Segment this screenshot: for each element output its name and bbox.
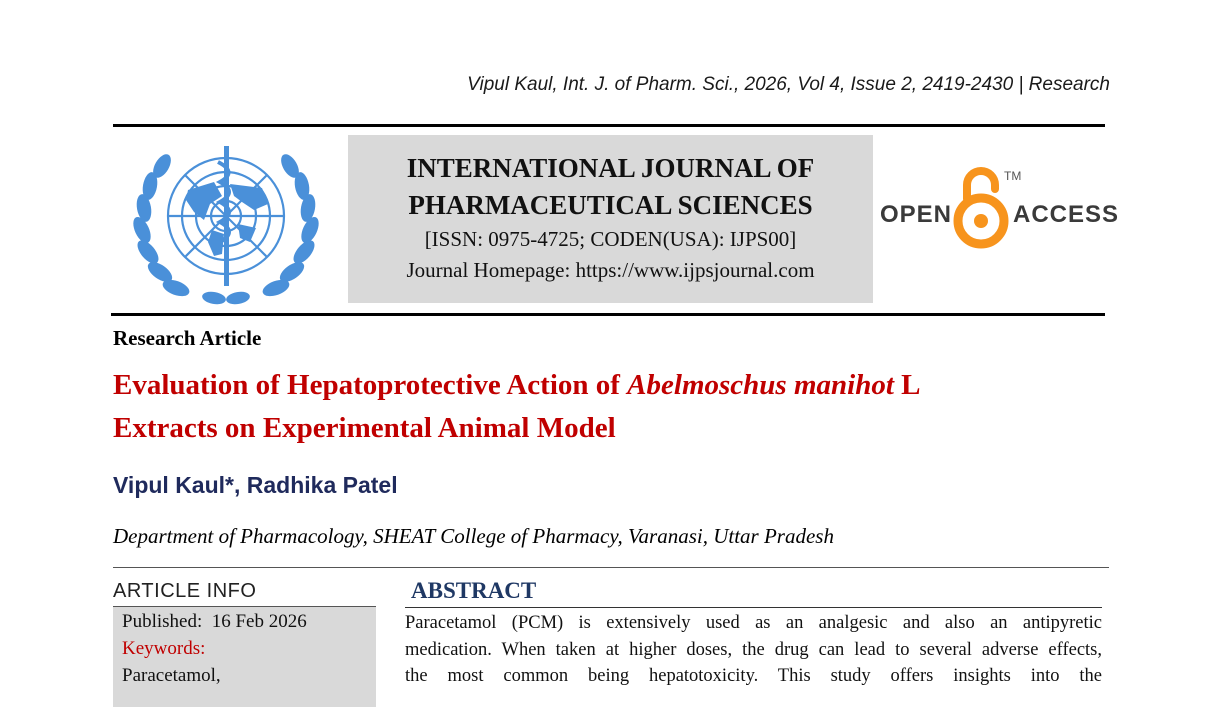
abstract-body [405, 610, 1102, 690]
keywords-label: Keywords: [122, 638, 206, 659]
open-lock-icon [953, 165, 1009, 251]
article-type: Research Article [113, 326, 262, 350]
header-rule [113, 124, 1105, 127]
article-info-box [113, 606, 376, 707]
journal-banner [348, 135, 873, 303]
trademark-symbol: TM [1004, 169, 1022, 183]
abstract-line: Paracetamol (PCM) is extensively used as an analgesic and also an antipyretic [405, 613, 1102, 633]
species-name: Abelmoschus manihot [627, 369, 894, 401]
abstract-rule [405, 607, 1102, 608]
article-info-heading: ARTICLE INFO [113, 580, 257, 602]
journal-title-line-1: INTERNATIONAL JOURNAL OF [406, 153, 815, 183]
open-access-left-text: OPEN [880, 201, 953, 228]
paper-title [113, 364, 1113, 450]
abstract-heading: ABSTRACT [411, 578, 537, 603]
author-list: Vipul Kaul*, Radhika Patel [113, 472, 398, 498]
journal-emblem-logo [126, 138, 326, 306]
abstract-line: the most common being hepatotoxicity. This study offers insights into the [405, 666, 1102, 686]
abstract-line: medication. When taken at higher doses, the drug can lead to several adverse effects, [405, 639, 1102, 660]
journal-issn: [ISSN: 0975-4725; CODEN(USA): IJPS00] [424, 227, 797, 251]
journal-homepage[interactable]: Journal Homepage: https://www.ijpsjournal.com [406, 258, 815, 282]
section-rule [113, 567, 1109, 568]
banner-rule [111, 313, 1105, 316]
open-access-logo [880, 165, 1120, 255]
published-line [122, 611, 307, 633]
journal-title [348, 150, 873, 224]
journal-title-line-2: PHARMACEUTICAL SCIENCES [408, 190, 813, 220]
citation-header: Vipul Kaul, Int. J. of Pharm. Sci., 2026, Vol 4, Issue 2, 2419-2430 | Research [467, 74, 1110, 95]
keyword-item: Paracetamol, [122, 665, 221, 686]
paper-title-line-2: Extracts on Experimental Animal Model [113, 412, 616, 444]
published-label: Published: [122, 611, 203, 632]
published-date: 16 Feb 2026 [211, 611, 307, 632]
paper-title-line-1: Evaluation of Hepatoprotective Action of Abelmoschus manihot L [113, 369, 921, 401]
affiliation: Department of Pharmacology, SHEAT College of Pharmacy, Varanasi, Uttar Pradesh [113, 524, 834, 548]
open-access-right-text: ACCESS [1013, 201, 1120, 228]
